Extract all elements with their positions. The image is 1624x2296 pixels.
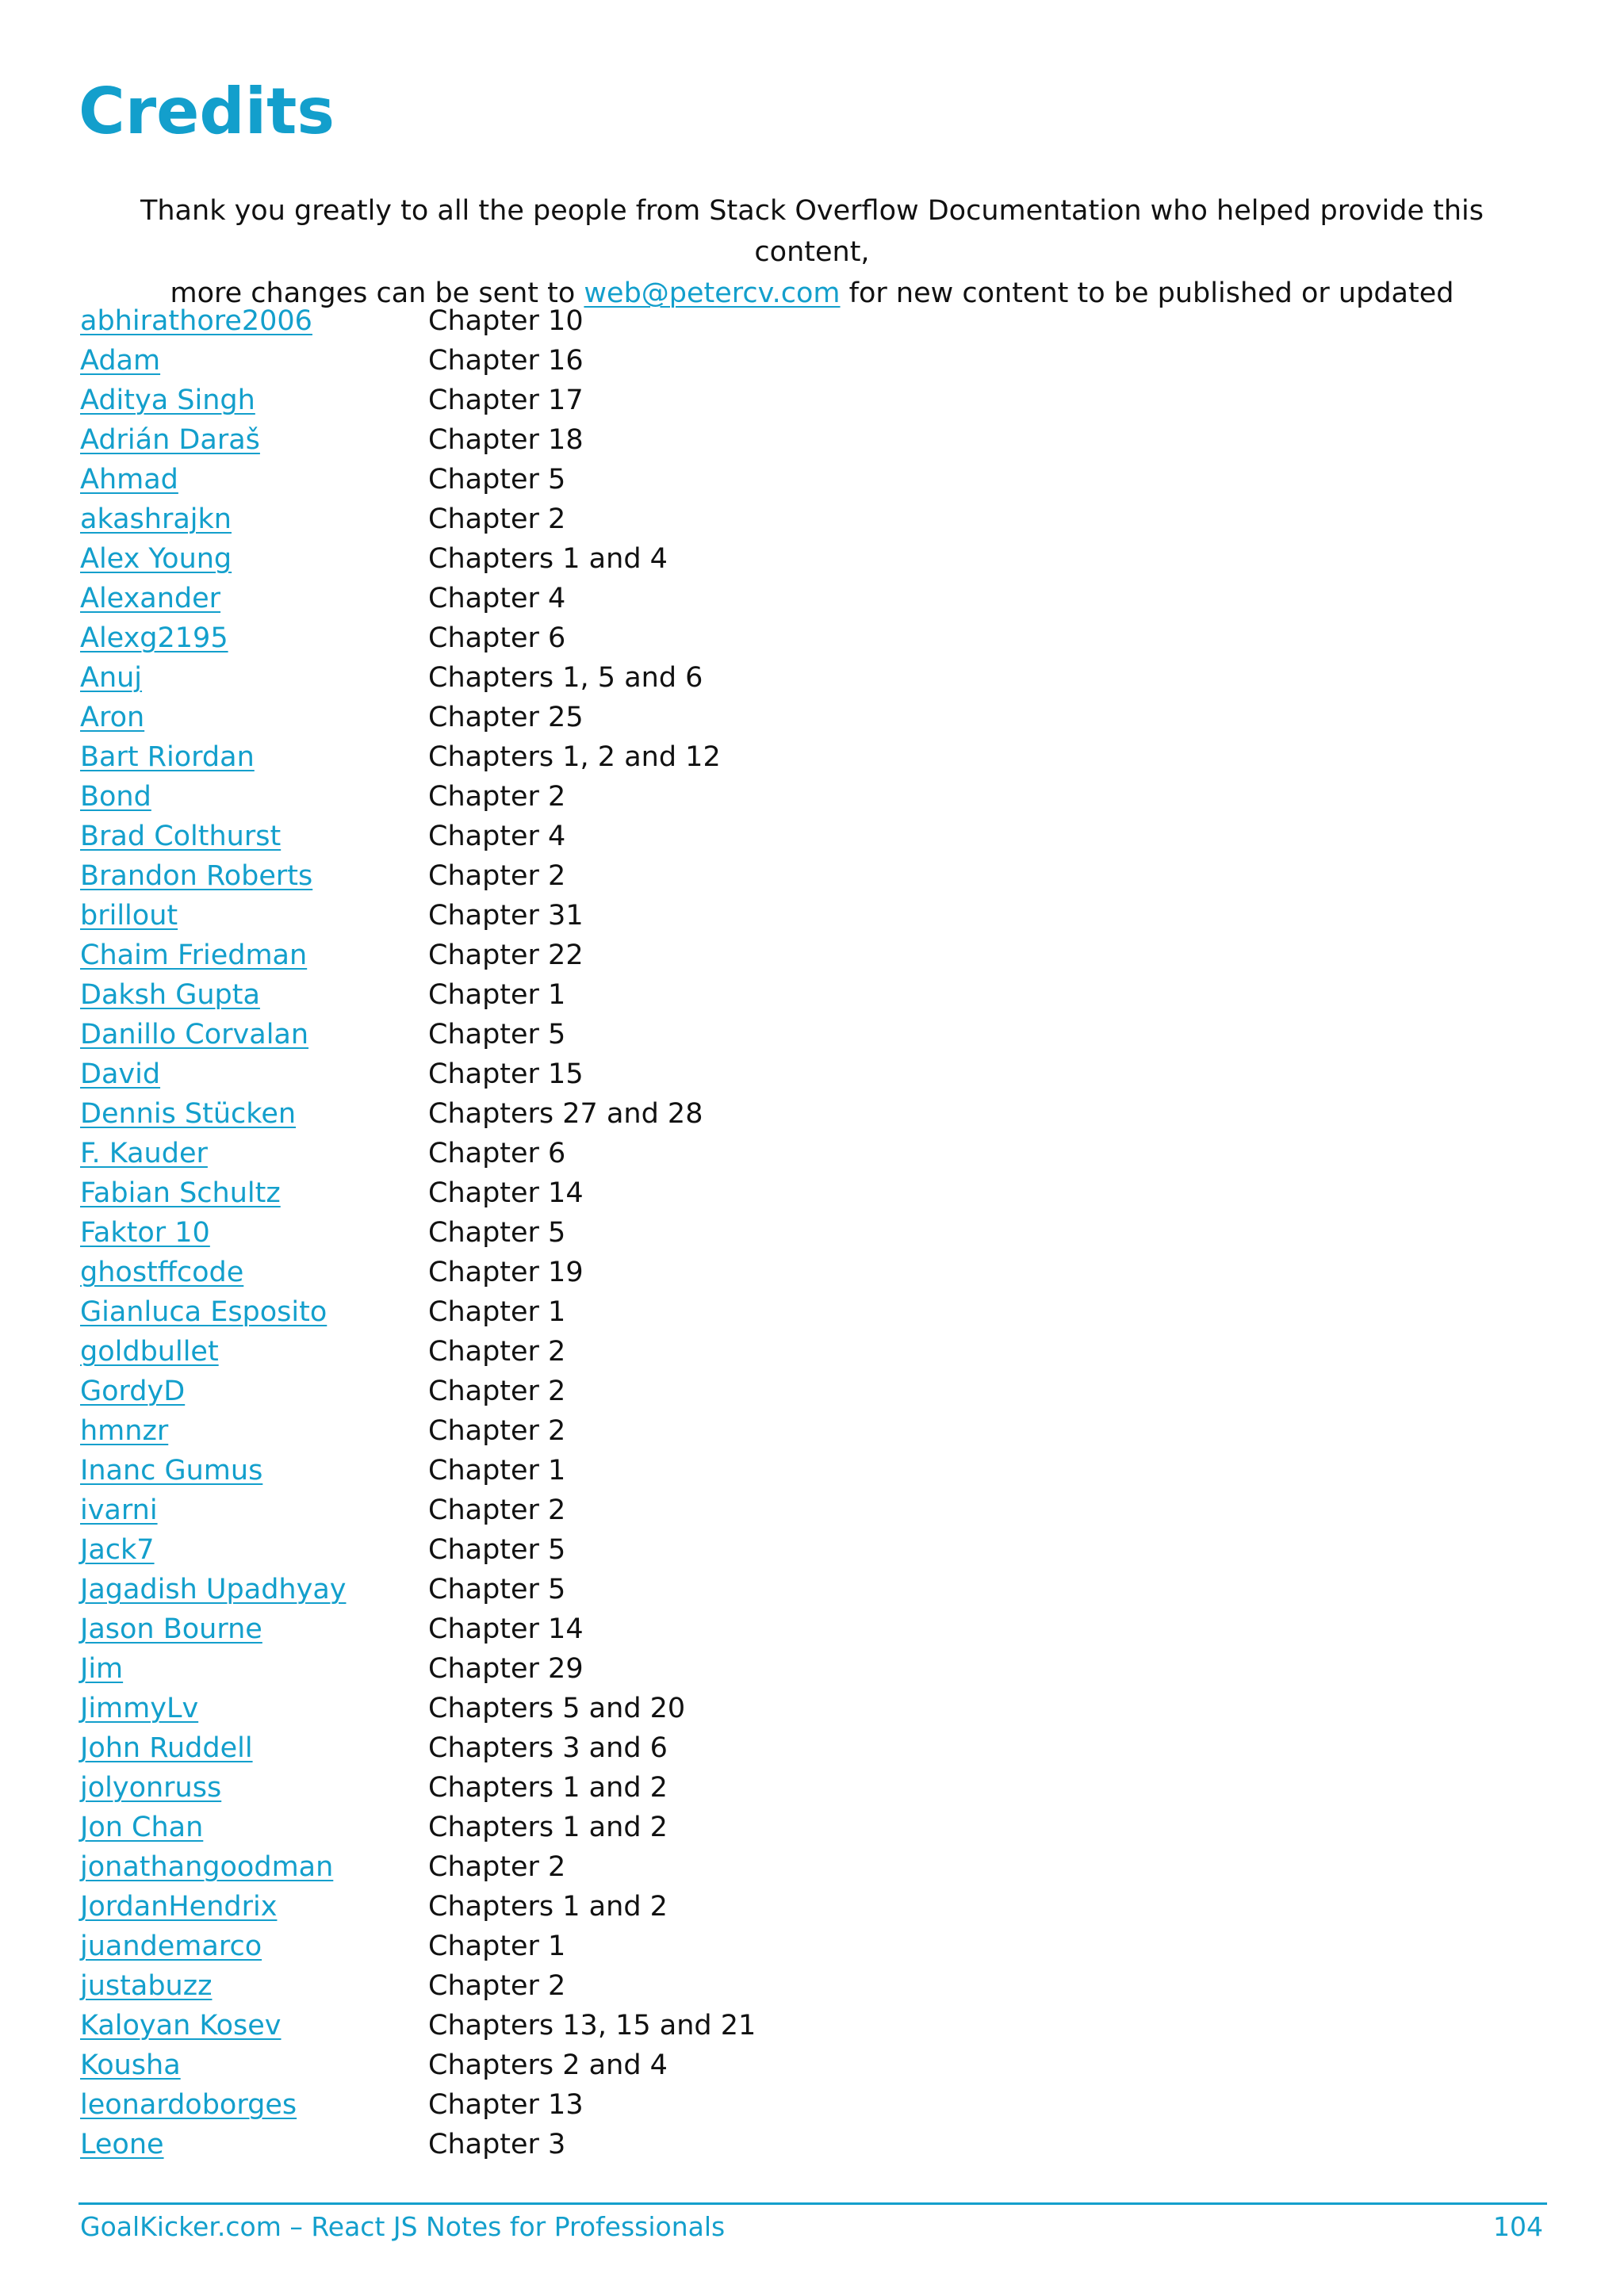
contributor-link[interactable]: Inanc Gumus	[80, 1455, 263, 1487]
contributor-chapters: Chapters 1, 5 and 6	[428, 662, 703, 694]
contributor-chapters: Chapter 2	[428, 1494, 566, 1526]
contributor-chapters: Chapter 1	[428, 979, 566, 1011]
contributor-link[interactable]: Adam	[80, 345, 161, 377]
contributor-name-cell	[80, 1649, 428, 1689]
contributor-link[interactable]: GordyD	[80, 1376, 186, 1407]
contributor-chapters: Chapter 6	[428, 1138, 566, 1169]
contributor-name-cell	[80, 777, 428, 817]
credit-row	[80, 777, 756, 817]
credit-row	[80, 1490, 756, 1530]
contributor-name-cell	[80, 698, 428, 737]
contributor-name-cell	[80, 1054, 428, 1094]
credit-row	[80, 1173, 756, 1213]
contributor-name-cell	[80, 1015, 428, 1054]
contributor-chapters: Chapters 1 and 4	[428, 543, 668, 575]
contributor-name-cell	[80, 1689, 428, 1728]
contributor-name-cell	[80, 2045, 428, 2085]
credit-row	[80, 1054, 756, 1094]
contributor-name-cell	[80, 1887, 428, 1927]
contributor-link[interactable]: JimmyLv	[80, 1693, 199, 1724]
contributor-name-cell	[80, 1768, 428, 1808]
contributor-link[interactable]: Alexander	[80, 583, 221, 614]
credit-row	[80, 618, 756, 658]
contributor-link[interactable]: Ahmad	[80, 464, 178, 496]
contributor-chapters: Chapter 2	[428, 1336, 566, 1368]
contributor-link[interactable]: Kousha	[80, 2049, 181, 2081]
contributor-link[interactable]: juandemarco	[80, 1931, 262, 1962]
credit-row	[80, 1253, 756, 1292]
contributor-name-cell	[80, 460, 428, 499]
credit-row	[80, 856, 756, 896]
credit-row	[80, 737, 756, 777]
credit-row	[80, 1411, 756, 1451]
contributor-link[interactable]: Leone	[80, 2129, 164, 2160]
contributor-chapters: Chapters 1, 2 and 12	[428, 741, 721, 773]
credit-row	[80, 1372, 756, 1411]
contributor-name-cell	[80, 381, 428, 420]
contributor-chapters: Chapter 18	[428, 424, 584, 456]
credit-row	[80, 1927, 756, 1966]
contributor-chapters: Chapter 15	[428, 1058, 584, 1090]
contributor-chapters: Chapter 2	[428, 503, 566, 535]
contributor-name-cell	[80, 1253, 428, 1292]
contributor-link[interactable]: akashrajkn	[80, 503, 232, 535]
contributor-chapters: Chapter 5	[428, 1217, 566, 1249]
contributor-name-cell	[80, 936, 428, 975]
contributor-name-cell	[80, 1609, 428, 1649]
contributor-link[interactable]: Alexg2195	[80, 622, 228, 654]
contributor-chapters: Chapter 16	[428, 345, 584, 377]
contributor-name-cell	[80, 1372, 428, 1411]
credit-row	[80, 1094, 756, 1134]
contributor-name-cell	[80, 341, 428, 381]
contributor-name-cell	[80, 737, 428, 777]
contributor-chapters: Chapter 4	[428, 583, 566, 614]
contributor-name-cell	[80, 658, 428, 698]
contributor-name-cell	[80, 817, 428, 856]
contributor-chapters: Chapter 5	[428, 1019, 566, 1050]
intro-paragraph	[79, 190, 1545, 314]
credit-row	[80, 658, 756, 698]
contributor-link[interactable]: Danillo Corvalan	[80, 1019, 309, 1050]
contributor-name-cell	[80, 1292, 428, 1332]
contributor-link[interactable]: justabuzz	[80, 1970, 213, 2002]
credit-row	[80, 1015, 756, 1054]
contributor-link[interactable]: Bart Riordan	[80, 741, 255, 773]
footer-book-title: GoalKicker.com – React JS Notes for Professionals	[80, 2211, 726, 2242]
contributor-chapters: Chapters 3 and 6	[428, 1732, 668, 1764]
contributor-name-cell	[80, 618, 428, 658]
contributor-chapters: Chapter 2	[428, 1415, 566, 1447]
contributor-chapters: Chapters 13, 15 and 21	[428, 2010, 756, 2042]
contributor-link[interactable]: Jim	[80, 1653, 124, 1685]
credit-row	[80, 698, 756, 737]
credit-row	[80, 2006, 756, 2045]
credit-row	[80, 579, 756, 618]
contributor-chapters: Chapter 2	[428, 860, 566, 892]
credit-row	[80, 1768, 756, 1808]
contributor-link[interactable]: jonathangoodman	[80, 1851, 334, 1883]
contributor-chapters: Chapter 5	[428, 464, 566, 496]
credit-row	[80, 817, 756, 856]
contributor-name-cell	[80, 499, 428, 539]
contributor-name-cell	[80, 1530, 428, 1570]
intro-line-2-before: more changes can be sent to	[170, 277, 584, 309]
contributor-name-cell	[80, 896, 428, 936]
contributor-chapters: Chapter 1	[428, 1455, 566, 1487]
footer-divider	[79, 2202, 1547, 2205]
credit-row	[80, 1649, 756, 1689]
credit-row	[80, 301, 756, 341]
contributor-chapters: Chapter 17	[428, 385, 584, 416]
contributor-link[interactable]: Aron	[80, 702, 145, 733]
contributor-link[interactable]: Jack7	[80, 1534, 155, 1566]
credit-row	[80, 1689, 756, 1728]
contributor-link[interactable]: jolyonruss	[80, 1772, 222, 1804]
contributor-link[interactable]: Anuj	[80, 662, 143, 694]
page-title: Credits	[79, 75, 335, 148]
contributor-chapters: Chapters 1 and 2	[428, 1812, 668, 1843]
contributor-link[interactable]: Fabian Schultz	[80, 1177, 281, 1209]
credit-row	[80, 2045, 756, 2085]
credit-row	[80, 1530, 756, 1570]
credit-row	[80, 2125, 756, 2164]
contributor-name-cell	[80, 1808, 428, 1847]
contributor-chapters: Chapter 22	[428, 939, 584, 971]
contributor-name-cell	[80, 1332, 428, 1372]
contributor-chapters: Chapter 31	[428, 900, 584, 932]
contributor-chapters: Chapter 14	[428, 1613, 584, 1645]
contributor-name-cell	[80, 301, 428, 341]
contributor-link[interactable]: Chaim Friedman	[80, 939, 308, 971]
credit-row	[80, 936, 756, 975]
contributor-name-cell	[80, 856, 428, 896]
contributor-link[interactable]: Brandon Roberts	[80, 860, 313, 892]
contributor-name-cell	[80, 2085, 428, 2125]
contributor-link[interactable]: ghostffcode	[80, 1257, 244, 1288]
contributor-chapters: Chapter 2	[428, 1376, 566, 1407]
contributor-link[interactable]: brillout	[80, 900, 178, 932]
credit-row	[80, 341, 756, 381]
contributor-name-cell	[80, 539, 428, 579]
contributor-link[interactable]: Jason Bourne	[80, 1613, 262, 1645]
contributor-chapters: Chapter 2	[428, 1851, 566, 1883]
contributor-chapters: Chapters 5 and 20	[428, 1693, 686, 1724]
contributor-chapters: Chapter 29	[428, 1653, 584, 1685]
contributor-name-cell	[80, 1173, 428, 1213]
contributor-name-cell	[80, 1847, 428, 1887]
intro-line-1: Thank you greatly to all the people from Stack Overflow Documentation who helped provide this content,	[140, 195, 1484, 268]
contributor-name-cell	[80, 1213, 428, 1253]
contributor-chapters: Chapters 1 and 2	[428, 1891, 668, 1923]
contributor-name-cell	[80, 2125, 428, 2164]
contributor-chapters: Chapters 2 and 4	[428, 2049, 668, 2081]
credit-row	[80, 499, 756, 539]
contributor-link[interactable]: David	[80, 1058, 161, 1090]
contributor-chapters: Chapter 3	[428, 2129, 566, 2160]
contributor-link[interactable]: Gianluca Esposito	[80, 1296, 327, 1328]
credit-row	[80, 381, 756, 420]
contributor-chapters: Chapter 5	[428, 1534, 566, 1566]
contributor-link[interactable]: hmnzr	[80, 1415, 169, 1447]
contributor-chapters: Chapters 1 and 2	[428, 1772, 668, 1804]
credit-row	[80, 1847, 756, 1887]
contributor-name-cell	[80, 1966, 428, 2006]
contributor-link[interactable]: JordanHendrix	[80, 1891, 278, 1923]
contributor-name-cell	[80, 420, 428, 460]
contributor-chapters: Chapter 25	[428, 702, 584, 733]
credit-row	[80, 896, 756, 936]
contributor-chapters: Chapter 14	[428, 1177, 584, 1209]
contributor-chapters: Chapter 6	[428, 622, 566, 654]
contributor-chapters: Chapter 2	[428, 1970, 566, 2002]
credit-row	[80, 1292, 756, 1332]
contributor-chapters: Chapter 1	[428, 1296, 566, 1328]
contributor-link[interactable]: Daksh Gupta	[80, 979, 260, 1011]
contributor-chapters: Chapters 27 and 28	[428, 1098, 703, 1130]
credit-row	[80, 420, 756, 460]
contributor-link[interactable]: Brad Colthurst	[80, 821, 282, 852]
credit-row	[80, 975, 756, 1015]
credit-row	[80, 460, 756, 499]
contributor-chapters: Chapter 4	[428, 821, 566, 852]
contributor-link[interactable]: Jon Chan	[80, 1812, 204, 1843]
credit-row	[80, 1213, 756, 1253]
contributor-link[interactable]: Adrián Daraš	[80, 424, 260, 456]
contributor-chapters: Chapter 19	[428, 1257, 584, 1288]
credit-row	[80, 1134, 756, 1173]
contributor-name-cell	[80, 1728, 428, 1768]
contributor-link[interactable]: Dennis Stücken	[80, 1098, 297, 1130]
contributor-name-cell	[80, 1094, 428, 1134]
contributor-link[interactable]: Jagadish Upadhyay	[80, 1574, 347, 1605]
credit-row	[80, 1808, 756, 1847]
contributor-link[interactable]: John Ruddell	[80, 1732, 253, 1764]
contributor-chapters: Chapter 13	[428, 2089, 584, 2121]
contributor-link[interactable]: Aditya Singh	[80, 385, 255, 416]
contributor-chapters: Chapter 5	[428, 1574, 566, 1605]
credit-row	[80, 1570, 756, 1609]
credit-row	[80, 539, 756, 579]
contributor-name-cell	[80, 1490, 428, 1530]
credit-row	[80, 2085, 756, 2125]
contributor-link[interactable]: goldbullet	[80, 1336, 219, 1368]
credit-row	[80, 1451, 756, 1490]
contributor-name-cell	[80, 1451, 428, 1490]
contributor-name-cell	[80, 2006, 428, 2045]
contributor-name-cell	[80, 1927, 428, 1966]
contributor-link[interactable]: abhirathore2006	[80, 305, 312, 337]
contributor-chapters: Chapter 10	[428, 305, 584, 337]
footer-page-number: 104	[1493, 2211, 1543, 2242]
contributor-link[interactable]: ivarni	[80, 1494, 158, 1526]
contributor-name-cell	[80, 1570, 428, 1609]
credit-row	[80, 1609, 756, 1649]
contributor-link[interactable]: Bond	[80, 781, 151, 813]
contributor-link[interactable]: leonardoborges	[80, 2089, 297, 2121]
contributor-name-cell	[80, 1134, 428, 1173]
contributor-name-cell	[80, 1411, 428, 1451]
contributor-link[interactable]: Kaloyan Kosev	[80, 2010, 282, 2042]
credit-row	[80, 1887, 756, 1927]
credits-list	[80, 301, 756, 2164]
contributor-name-cell	[80, 579, 428, 618]
contributor-link[interactable]: F. Kauder	[80, 1138, 208, 1169]
contributor-link[interactable]: Faktor 10	[80, 1217, 210, 1249]
intro-line-2-after: for new content to be published or updated	[840, 277, 1454, 309]
contributor-link[interactable]: Alex Young	[80, 543, 232, 575]
credit-row	[80, 1966, 756, 2006]
contributor-chapters: Chapter 1	[428, 1931, 566, 1962]
contributor-chapters: Chapter 2	[428, 781, 566, 813]
contributor-name-cell	[80, 975, 428, 1015]
credit-row	[80, 1332, 756, 1372]
email-link[interactable]: web@petercv.com	[584, 277, 841, 309]
credit-row	[80, 1728, 756, 1768]
